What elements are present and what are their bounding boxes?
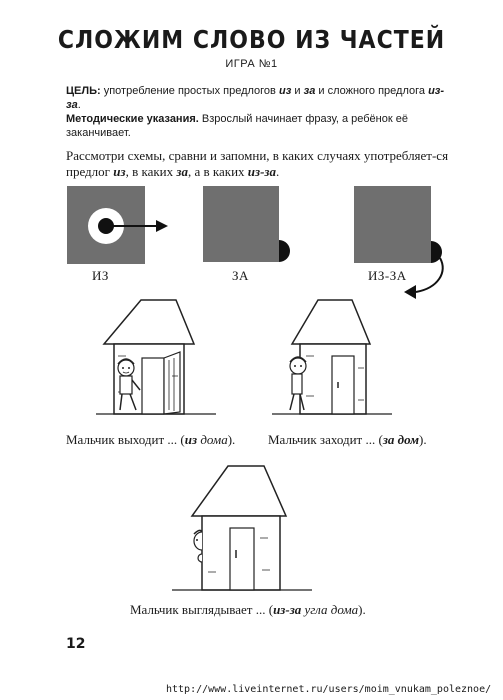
house-door-open: [164, 352, 180, 414]
scheme-square: [354, 186, 431, 263]
caption-text: ).: [358, 602, 366, 617]
game-subtitle: ИГРА №1: [225, 58, 278, 70]
house-illustration-peek: [172, 462, 322, 602]
caption-exit: [66, 432, 235, 448]
house-doorway: [142, 358, 164, 414]
goal-word: из: [278, 85, 292, 97]
caption-noun: угла дома: [301, 602, 359, 617]
caption-text: Мальчик выходит ... (: [66, 432, 185, 447]
caption-peek: [130, 602, 366, 618]
caption-preposition: из-за: [273, 602, 302, 617]
method-text: Взрослый начинает фразу, а ребёнок её заканчивает.: [66, 113, 408, 139]
caption-preposition: за дом: [382, 432, 419, 447]
scheme-za: [203, 186, 290, 262]
page-number: 12: [66, 636, 86, 652]
caption-text: ).: [227, 432, 236, 447]
scheme-label-iz: ИЗ: [92, 268, 109, 283]
intro-word: из-за: [247, 164, 276, 179]
house-door: [230, 528, 254, 590]
scheme-square: [203, 186, 279, 262]
goal-word: за: [303, 85, 316, 97]
intro-text: , в каких: [125, 164, 177, 179]
intro-text: Рассмотри схемы, сравни и запомни, в каких случаях употребляет-ся предлог: [66, 148, 449, 179]
house-roof: [104, 300, 194, 344]
intro-word: из: [113, 164, 126, 179]
method-label: Методические указания.: [66, 113, 199, 125]
house-illustration-behind: [272, 296, 412, 426]
caption-text: Мальчик выглядывает ... (: [130, 602, 274, 617]
page-title: СЛОЖИМ СЛОВО ИЗ ЧАСТЕЙ: [57, 26, 446, 55]
house-roof: [292, 300, 370, 344]
caption-preposition: из: [184, 432, 198, 447]
curved-arrow-line: [416, 258, 443, 292]
intro-text: , а в каких: [187, 164, 248, 179]
house-door: [332, 356, 354, 414]
scheme-half-circle: [279, 240, 290, 262]
intro-word: за: [176, 164, 188, 179]
goal-text: употребление простых предлогов: [100, 85, 279, 97]
caption-noun: дома: [197, 432, 228, 447]
house-roof: [192, 466, 286, 516]
scheme-label-iz-za: ИЗ-ЗА: [368, 268, 407, 283]
boy-figure: [194, 530, 202, 562]
arrow-right-icon: [156, 220, 168, 232]
goal-label: ЦЕЛЬ:: [66, 85, 101, 97]
caption-text: Мальчик заходит ... (: [268, 432, 383, 447]
house-illustration-exit: [96, 296, 236, 426]
scheme-iz: [67, 186, 168, 264]
schemes-svg: [0, 0, 503, 300]
goal-text: .: [77, 99, 81, 111]
scheme-label-za: ЗА: [232, 268, 249, 283]
intro-text: .: [275, 164, 280, 179]
goal-text: и: [291, 85, 304, 97]
goal-text: и сложного предлога: [315, 85, 429, 97]
source-url[interactable]: http://www.liveinternet.ru/users/moim_vnukam_poleznoe/: [166, 684, 492, 695]
goal-word: из-за: [66, 85, 445, 111]
caption-behind: [268, 432, 427, 448]
caption-text: ).: [419, 432, 427, 447]
